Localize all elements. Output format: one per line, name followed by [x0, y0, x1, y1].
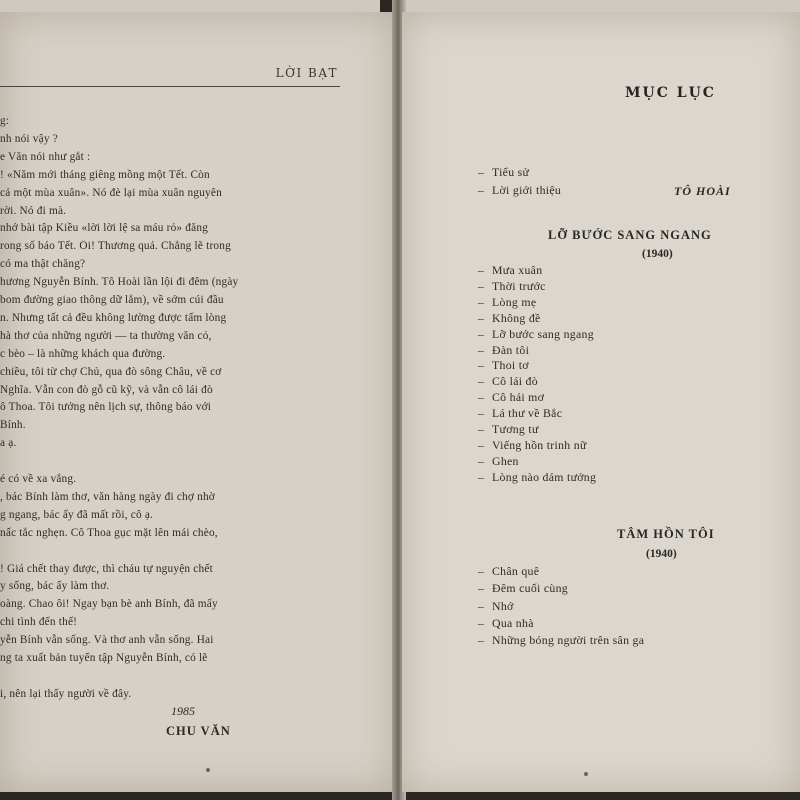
toc-entry: – Không đề [478, 310, 541, 325]
text-line: ô Thoa. Tôi tưởng nên lịch sự, thông báo với [0, 401, 212, 414]
toc-entry: – Viếng hồn trinh nữ [478, 437, 587, 452]
paper-speck [206, 768, 210, 772]
text-line: n. Nhưng tất cả đều không lường được tấm lòng [0, 311, 227, 324]
text-line: rong số báo Tết. Ôi! Thương quá. Chẳng lẽ trong [0, 240, 231, 253]
text-line: g ngang, bác ấy đã mất rồi, cô ạ. [0, 508, 154, 521]
toc-entry: – Những bóng người trên sân ga [478, 633, 645, 648]
toc-entry: – Thoi tơ [478, 358, 529, 373]
text-line: , bác Bính làm thơ, văn hàng ngày đi chợ nhờ [0, 490, 215, 503]
text-line: nhớ bài tập Kiều «lời lời lệ sa máu rỏ» đăng [0, 222, 209, 235]
toc-entry: – Lời giới thiệu [478, 183, 562, 197]
text-line: c bèo – là những khách qua đường. [0, 347, 166, 360]
text-line: cả một mùa xuân». Nó đè lại mùa xuân nguyên [0, 186, 222, 199]
toc-entry: – Qua nhà [478, 615, 534, 630]
text-line: bom đường giao thông dữ lắm), về sớm cúi đầu [0, 294, 224, 306]
text-line: i, nên lại thấy người về đây. [0, 687, 132, 700]
text-line: nh nói vậy ? [0, 132, 58, 145]
toc-entry: – Chân quê [478, 564, 540, 578]
text-line: hương Nguyễn Bính. Tô Hoài lần lội đi đêm (ngày [0, 276, 239, 289]
toc-entry: – Lỡ bước sang ngang [478, 326, 594, 341]
text-line: ! «Năm mới tháng giêng mồng một Tết. Còn [0, 168, 210, 181]
toc-entry: – Cô lái đò [478, 374, 538, 389]
text-line: g: [0, 115, 10, 127]
toc-entry: – Lòng mẹ [478, 294, 537, 309]
section-title: TÂM HỒN TÔI [617, 527, 715, 541]
header-rule [0, 86, 340, 87]
toc-entry: – Cô hái mơ [478, 390, 545, 405]
text-line: y sống, bác ấy làm thơ. [0, 580, 110, 593]
right-page [402, 12, 800, 792]
text-line: Nghĩa. Vẫn con đò gỗ cũ kỹ, và vẫn cô lái đò [0, 383, 213, 396]
text-line: chi tình đến thế! [0, 616, 78, 629]
signature-year: 1985 [171, 704, 195, 718]
signature-name: CHU VĂN [166, 724, 231, 738]
toc-entry: – Lá thư về Bắc [478, 406, 563, 421]
toc-entry: – Đêm cuối cùng [478, 581, 568, 596]
text-line: yễn Bính vẫn sống. Và thơ anh vẫn sống. Hai [0, 634, 214, 647]
text-line: rời. Nó đi mà. [0, 204, 67, 217]
text-line: có ma thật chăng? [0, 258, 86, 271]
text-line: nấc tắc nghẹn. Cô Thoa gục mặt lên mái chèo, [0, 526, 218, 539]
section-title: LỠ BƯỚC SANG NGANG [548, 228, 712, 242]
toc-entry: – Đàn tôi [478, 342, 530, 357]
toc-entry: – Tiểu sử [478, 165, 530, 179]
text-line: a ạ. [0, 437, 17, 450]
text-line: e Văn nói như gắt : [0, 150, 91, 163]
intro-author: TÔ HOÀI [674, 184, 731, 198]
text-line: Bính. [0, 419, 26, 432]
text-line: é có về xa vắng. [0, 473, 77, 485]
paper-speck [584, 772, 588, 776]
left-page [0, 12, 396, 792]
text-line: oàng. Chao ôi! Ngay bạn bè anh Bính, đã mấy [0, 598, 218, 611]
toc-entry: – Mưa xuân [478, 263, 543, 277]
toc-entry: – Thời trước [478, 278, 546, 293]
text-line: ! Giá chết thay được, thì cháu tự nguyện chết [0, 562, 213, 575]
toc-entry: – Ghen [478, 453, 519, 468]
text-line: chiều, tôi từ chợ Chủ, qua đò sông Châu, về cơ [0, 365, 222, 378]
text-line: ng ta xuất bản tuyển tập Nguyễn Bính, có lẽ [0, 652, 208, 664]
toc-entry: – Tương tư [478, 422, 539, 436]
toc-entry: – Lòng nào dám tưởng [478, 469, 597, 484]
section-year: (1940) [642, 248, 673, 260]
table-of-contents-title: MỤC LỤC [625, 85, 716, 101]
section-year: (1940) [646, 548, 677, 560]
running-head: LỜI BẠT [275, 66, 338, 80]
text-line: hà thơ của những người — ta thường văn cỏ, [0, 329, 212, 342]
toc-entry: – Nhớ [478, 598, 514, 613]
